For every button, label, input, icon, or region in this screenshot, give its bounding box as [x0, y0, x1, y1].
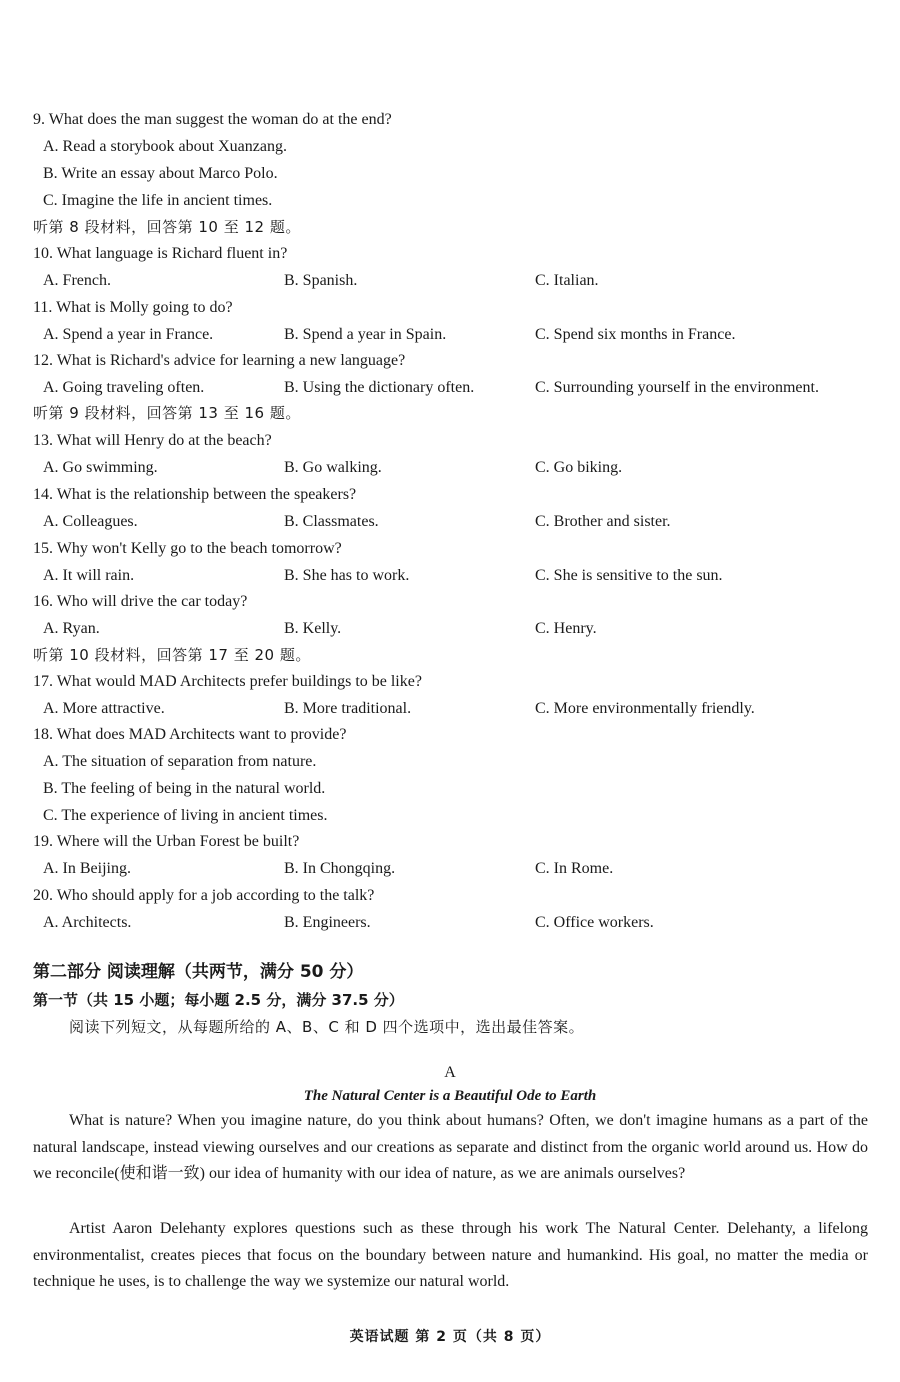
instruction-segment-9: 听第 9 段材料，回答第 13 至 16 题。	[33, 404, 301, 422]
instruction-segment-8: 听第 8 段材料，回答第 10 至 12 题。	[33, 218, 301, 236]
q12-option-a: A. Going traveling often.	[43, 379, 205, 396]
passage-letter: A	[444, 1064, 456, 1081]
q13-option-c: C. Go biking.	[535, 459, 623, 476]
q18-option-c: C. The experience of living in ancient times.	[43, 807, 328, 824]
section-one-instruction: 阅读下列短文，从每题所给的 A、B、C 和 D 四个选项中，选出最佳答案。	[69, 1018, 585, 1036]
q15-option-c: C. She is sensitive to the sun.	[535, 567, 723, 584]
q15-option-a: A. It will rain.	[43, 567, 135, 584]
q20-option-a: A. Architects.	[43, 914, 132, 931]
question-16: 16. Who will drive the car today?	[33, 593, 248, 610]
q20-option-c: C. Office workers.	[535, 914, 654, 931]
q13-option-a: A. Go swimming.	[43, 459, 158, 476]
question-12: 12. What is Richard's advice for learning a new language?	[33, 352, 406, 369]
q10-option-b: B. Spanish.	[284, 272, 358, 289]
passage-paragraph-1: What is nature? When you imagine nature, do you think about humans? Often, we don't imagine humans as a part of the natural landscape, instead viewing ourselves and our creations as separate and distinct from the organic world around us. How do we reconcile(使和谐一致) our idea of humanity with our idea of nature, as we are animals ourselves?	[33, 1112, 868, 1182]
passage-paragraph-2: Artist Aaron Delehanty explores questions such as these through his work The Natural Center. Delehanty, a lifelong environmentalist, creates pieces that focus on the boundary between nature and humankind. His goal, no matter the media or technique he uses, is to challenge the way we systemize our natural world.	[33, 1220, 868, 1290]
question-10: 10. What language is Richard fluent in?	[33, 245, 288, 262]
question-11: 11. What is Molly going to do?	[33, 299, 233, 316]
question-20: 20. Who should apply for a job according to the talk?	[33, 887, 375, 904]
q19-option-a: A. In Beijing.	[43, 860, 131, 877]
q19-option-c: C. In Rome.	[535, 860, 614, 877]
question-13: 13. What will Henry do at the beach?	[33, 432, 272, 449]
question-15: 15. Why won't Kelly go to the beach tomorrow?	[33, 540, 342, 557]
q19-option-b: B. In Chongqing.	[284, 860, 396, 877]
question-9: 9. What does the man suggest the woman do at the end?	[33, 111, 392, 128]
q9-option-b: B. Write an essay about Marco Polo.	[43, 165, 278, 182]
q20-option-b: B. Engineers.	[284, 914, 371, 931]
question-19: 19. Where will the Urban Forest be built?	[33, 833, 300, 850]
question-14: 14. What is the relationship between the speakers?	[33, 486, 357, 503]
instruction-segment-10: 听第 10 段材料，回答第 17 至 20 题。	[33, 646, 311, 664]
q12-option-b: B. Using the dictionary often.	[284, 379, 475, 396]
q11-option-b: B. Spend a year in Spain.	[284, 326, 447, 343]
q11-option-c: C. Spend six months in France.	[535, 326, 736, 343]
q16-option-b: B. Kelly.	[284, 620, 342, 637]
q17-option-c: C. More environmentally friendly.	[535, 700, 755, 717]
question-17: 17. What would MAD Architects prefer buildings to be like?	[33, 673, 422, 690]
q10-option-c: C. Italian.	[535, 272, 599, 289]
q16-option-c: C. Henry.	[535, 620, 597, 637]
q15-option-b: B. She has to work.	[284, 567, 410, 584]
question-18: 18. What does MAD Architects want to provide?	[33, 726, 347, 743]
q18-option-b: B. The feeling of being in the natural world.	[43, 780, 326, 797]
q9-option-c: C. Imagine the life in ancient times.	[43, 192, 273, 209]
q11-option-a: A. Spend a year in France.	[43, 326, 214, 343]
passage-title: The Natural Center is a Beautiful Ode to Earth	[303, 1088, 597, 1104]
part-two-heading: 第二部分 阅读理解（共两节，满分 50 分）	[33, 962, 364, 982]
q10-option-a: A. French.	[43, 272, 111, 289]
q14-option-a: A. Colleagues.	[43, 513, 138, 530]
q12-option-c: C. Surrounding yourself in the environment.	[535, 379, 819, 396]
q13-option-b: B. Go walking.	[284, 459, 382, 476]
q18-option-a: A. The situation of separation from nature.	[43, 753, 317, 770]
page-footer: 英语试题 第 2 页（共 8 页）	[349, 1329, 551, 1345]
q16-option-a: A. Ryan.	[43, 620, 100, 637]
q17-option-b: B. More traditional.	[284, 700, 412, 717]
q14-option-b: B. Classmates.	[284, 513, 379, 530]
section-one-heading: 第一节（共 15 小题；每小题 2.5 分，满分 37.5 分）	[33, 991, 404, 1009]
q9-option-a: A. Read a storybook about Xuanzang.	[43, 138, 287, 155]
q14-option-c: C. Brother and sister.	[535, 513, 671, 530]
q17-option-a: A. More attractive.	[43, 700, 165, 717]
